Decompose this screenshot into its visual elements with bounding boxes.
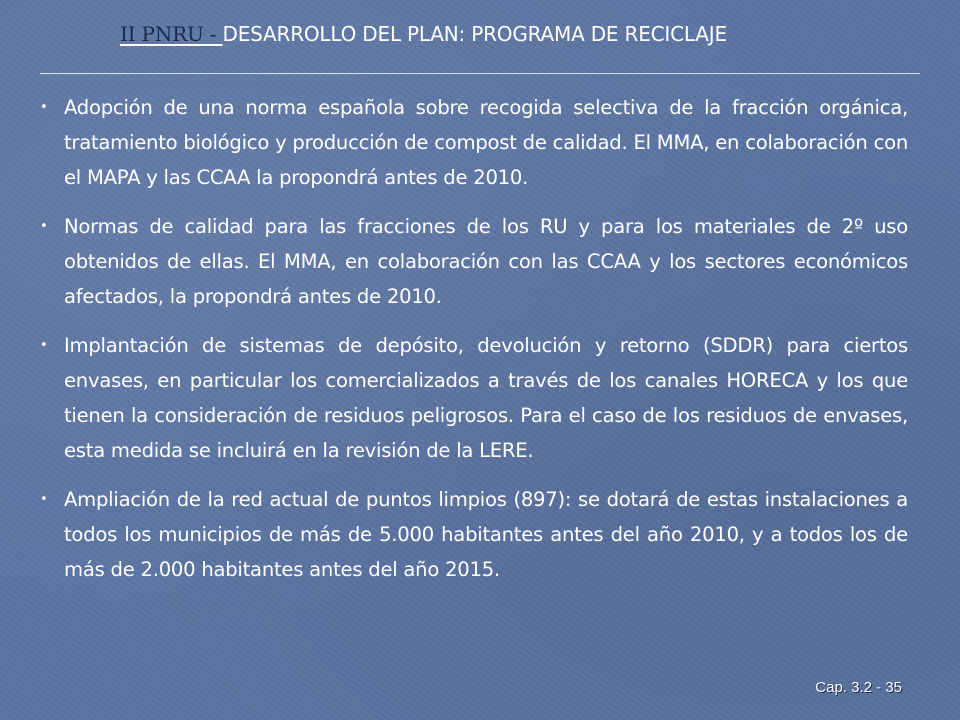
bullet-dot-icon: •	[40, 338, 48, 353]
bullet-text: Ampliación de la red actual de puntos limpios (897): se dotará de estas instalaciones a todos los municipios de más de 5.000 habitantes antes del año 2010, y a todos los de más de 2.000 habitantes antes del año 2015.	[64, 488, 908, 581]
bullet-text: Adopción de una norma española sobre recogida selectiva de la fracción orgánica, tratamiento biológico y producción de compost de calidad. El MMA, en colaboración con el MAPA y las CCAA la propondrá antes de 2010.	[64, 96, 908, 189]
bullet-item-1	[40, 90, 908, 195]
bullet-dot-icon: •	[40, 492, 48, 507]
title-prefix: II PNRU -	[120, 22, 223, 46]
bullet-text: Normas de calidad para las fracciones de los RU y para los materiales de 2º uso obtenidos de ellas. El MMA, en colaboración con las CCAA y los sectores económicos afectados, la propondrá antes de 2010.	[64, 215, 908, 308]
bullet-item-3	[40, 328, 908, 468]
bullet-dot-icon: •	[40, 100, 48, 115]
bullet-item-2	[40, 209, 908, 314]
title-main: DESARROLLO DEL PLAN: PROGRAMA DE RECICLAJE	[222, 22, 727, 46]
bullet-dot-icon: •	[40, 219, 48, 234]
bullet-text: Implantación de sistemas de depósito, devolución y retorno (SDDR) para ciertos envases, en particular los comercializados a través de los canales HORECA y los que tienen la consideración de residuos peligrosos. Para el caso de los residuos de envases, esta medida se incluirá en la revisión de la LERE.	[64, 334, 908, 462]
title-divider	[40, 73, 920, 74]
bullet-item-4	[40, 482, 908, 587]
bullet-list	[40, 90, 908, 601]
slide-number: Cap. 3.2 - 35	[815, 679, 902, 696]
slide-title	[120, 22, 920, 46]
